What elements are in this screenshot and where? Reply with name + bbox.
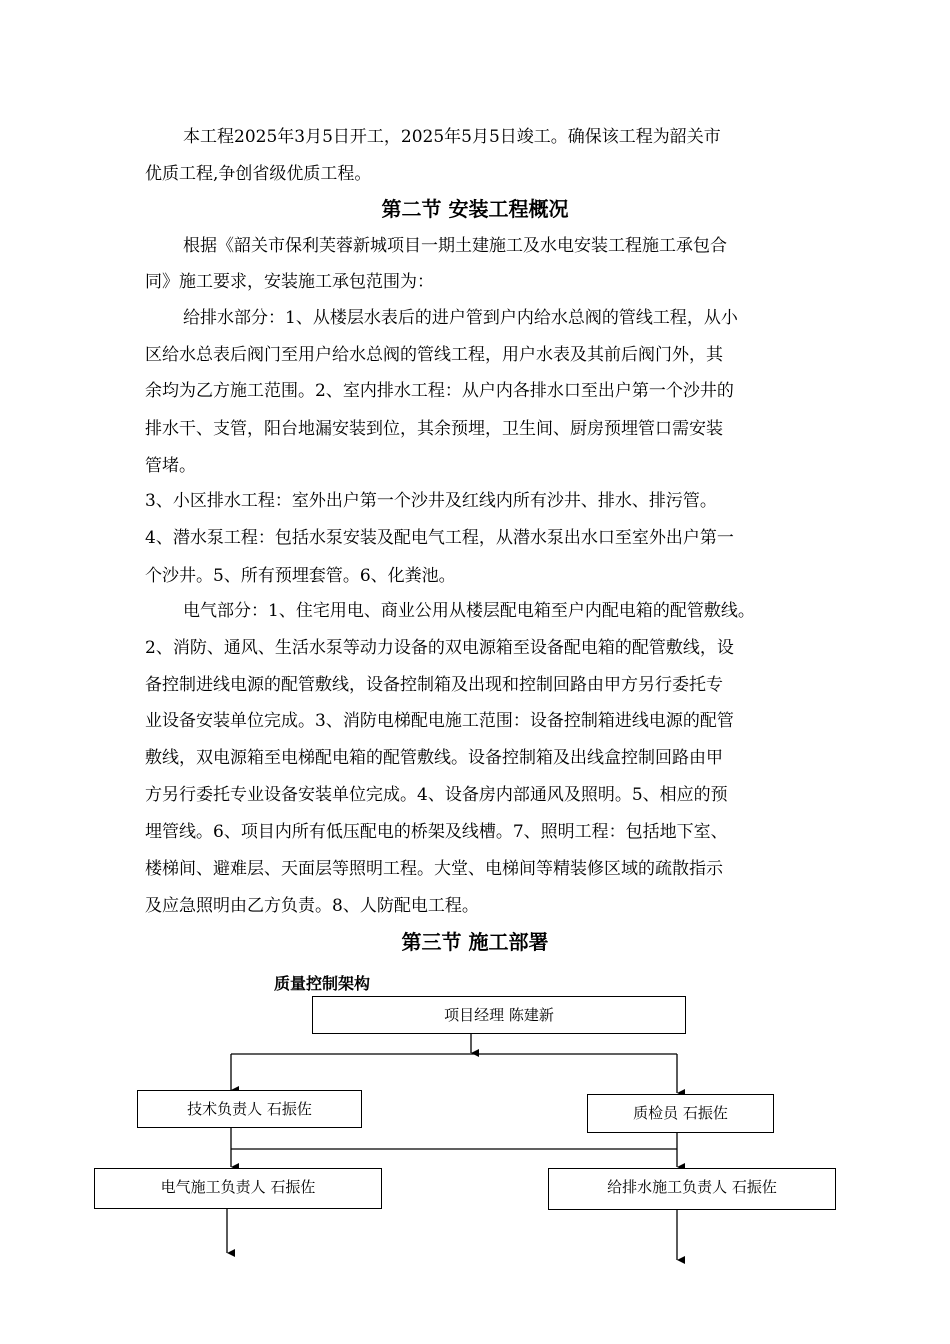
paragraph-line: 4、潜水泵工程：包括水泵安装及配电气工程，从潜水泵出水口至室外出户第一 <box>145 528 734 548</box>
paragraph-line: 管堵。 <box>145 456 196 476</box>
paragraph-line: 排水干、支管，阳台地漏安装到位，其余预埋，卫生间、厨房预埋管口需安装 <box>145 419 723 439</box>
paragraph-line: 方另行委托专业设备安装单位完成。4、设备房内部通风及照明。5、相应的预 <box>145 785 728 805</box>
paragraph-line: 本工程2025年3月5日开工，2025年5月5日竣工。确保该工程为韶关市 <box>183 127 721 147</box>
paragraph-line: 个沙井。5、所有预埋套管。6、化粪池。 <box>145 566 456 586</box>
paragraph-line: 优质工程,争创省级优质工程。 <box>145 164 372 184</box>
paragraph-line: 敷线，双电源箱至电梯配电箱的配管敷线。设备控制箱及出线盒控制回路由甲 <box>145 748 723 768</box>
paragraph-line: 余均为乙方施工范围。2、室内排水工程：从户内各排水口至出户第一个沙井的 <box>145 381 734 401</box>
paragraph-line: 根据《韶关市保利芙蓉新城项目一期土建施工及水电安装工程施工承包合 <box>183 236 727 256</box>
paragraph-line: 备控制进线电源的配管敷线，设备控制箱及出现和控制回路由甲方另行委托专 <box>145 675 723 695</box>
org-chart-title: 质量控制架构 <box>274 974 371 993</box>
paragraph-line: 楼梯间、避难层、天面层等照明工程。大堂、电梯间等精装修区域的疏散指示 <box>145 859 723 879</box>
paragraph-line: 及应急照明由乙方负责。8、人防配电工程。 <box>145 896 479 916</box>
section-heading-3: 第三节 施工部署 <box>401 930 549 954</box>
paragraph-line: 区给水总表后阀门至用户给水总阀的管线工程，用户水表及其前后阀门外，其 <box>145 345 723 365</box>
section-heading-2: 第二节 安装工程概况 <box>381 197 569 221</box>
paragraph-line: 电气部分：1、住宅用电、商业公用从楼层配电箱至户内配电箱的配管敷线。 <box>183 601 755 621</box>
paragraph-line: 埋管线。6、项目内所有低压配电的桥架及线槽。7、照明工程：包括地下室、 <box>145 822 728 842</box>
org-box-electrical-lead: 电气施工负责人 石振佐 <box>94 1168 382 1209</box>
org-box-plumbing-lead: 给排水施工负责人 石振佐 <box>548 1168 836 1210</box>
org-box-tech-lead: 技术负责人 石振佐 <box>137 1090 362 1128</box>
paragraph-line: 业设备安装单位完成。3、消防电梯配电施工范围：设备控制箱进线电源的配管 <box>145 711 734 731</box>
org-box-manager: 项目经理 陈建新 <box>312 996 686 1034</box>
paragraph-line: 同》施工要求，安装施工承包范围为： <box>145 272 434 292</box>
paragraph-line: 给排水部分：1、从楼层水表后的进户管到户内给水总阀的管线工程，从小 <box>183 308 738 328</box>
org-box-qc: 质检员 石振佐 <box>587 1094 774 1133</box>
paragraph-line: 2、消防、通风、生活水泵等动力设备的双电源箱至设备配电箱的配管敷线，设 <box>145 638 734 658</box>
paragraph-line: 3、小区排水工程：室外出户第一个沙井及红线内所有沙井、排水、排污管。 <box>145 491 717 511</box>
